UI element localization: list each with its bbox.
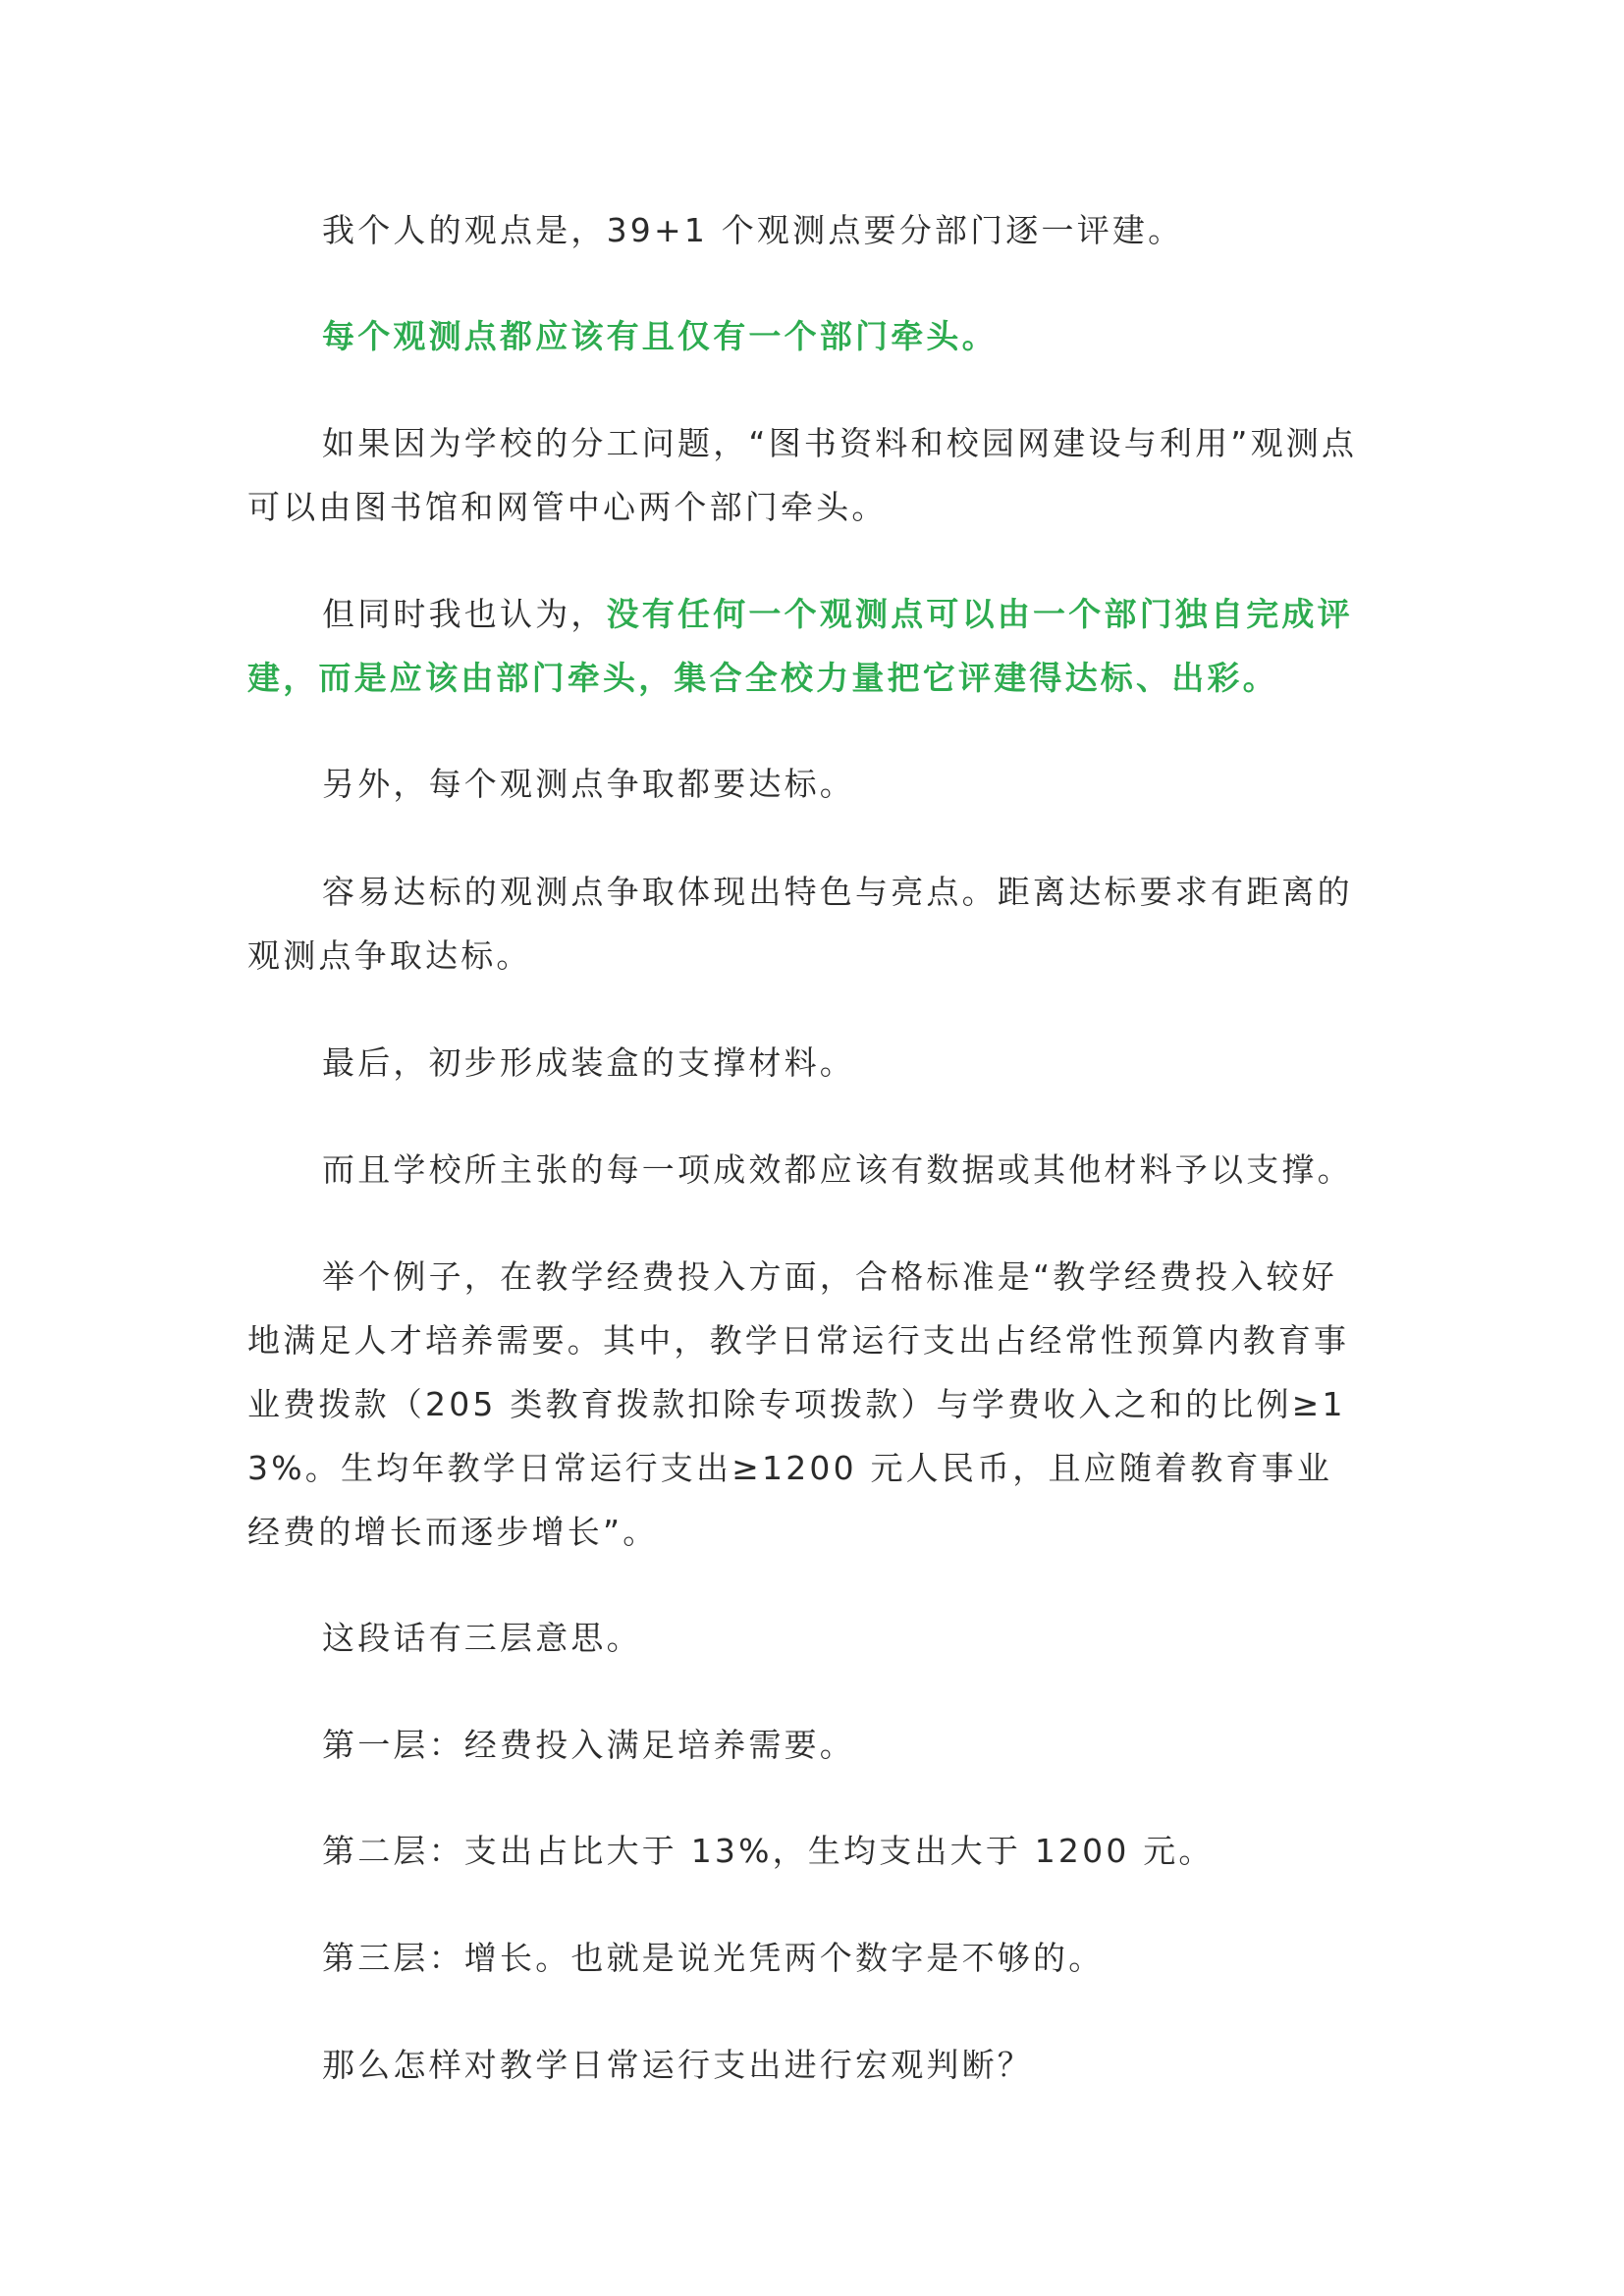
- paragraph-13: [247, 1926, 1367, 1990]
- paragraph-4: [247, 582, 1367, 710]
- paragraph-12-text: 第二层：支出占比大于 13%，生均支出大于 1200 元。: [322, 1832, 1215, 1870]
- paragraph-7-text: 最后，初步形成装盒的支撑材料。: [322, 1043, 855, 1082]
- highlight-text: 每个观测点都应该有且仅有一个部门牵头。: [322, 317, 998, 355]
- paragraph-6-text: 容易达标的观测点争取体现出特色与亮点。距离达标要求有距离的观测点争取达标。: [247, 873, 1353, 975]
- paragraph-9: [247, 1245, 1367, 1564]
- paragraph-5-text: 另外，每个观测点争取都要达标。: [322, 765, 855, 803]
- paragraph-7: [247, 1031, 1367, 1095]
- paragraph-12: [247, 1819, 1367, 1883]
- paragraph-8-text: 而且学校所主张的每一项成效都应该有数据或其他材料予以支撑。: [322, 1150, 1353, 1189]
- paragraph-10: [247, 1606, 1367, 1670]
- paragraph-6: [247, 860, 1367, 988]
- paragraph-9-text: 举个例子，在教学经费投入方面，合格标准是“教学经费投入较好地满足人才培养需要。其中，教学日常运行支出占经常性预算内教育事业费拨款（205 类教育拨款扣除专项拨款）与学费收入之和的比例≥13%。生均年教学日常运行支出≥1200 元人民币，且应随着教育事业经费的增长而逐步增长”。: [247, 1257, 1350, 1551]
- paragraph-8: [247, 1138, 1367, 1201]
- paragraph-1: [247, 198, 1367, 262]
- paragraph-14-text: 那么怎样对教学日常运行支出进行宏观判断？: [322, 2046, 1033, 2084]
- paragraph-3: [247, 411, 1367, 539]
- paragraph-11-text: 第一层：经费投入满足培养需要。: [322, 1726, 855, 1764]
- paragraph-10-text: 这段话有三层意思。: [322, 1619, 642, 1657]
- highlight-text: 没有任何一个观测点可以由一个部门独自完成评建，而是应该由部门牵头，集合全校力量把它评建得达标、出彩。: [247, 595, 1353, 697]
- paragraph-1-text: 我个人的观点是，39+1 个观测点要分部门逐一评建。: [322, 211, 1184, 249]
- paragraph-13-text: 第三层：增长。也就是说光凭两个数字是不够的。: [322, 1939, 1105, 1977]
- paragraph-3-text: 如果因为学校的分工问题，“图书资料和校园网建设与利用”观测点可以由图书馆和网管中心两个部门牵头。: [247, 424, 1358, 526]
- paragraph-11: [247, 1713, 1367, 1777]
- paragraph-4-text: 但同时我也认为，: [322, 595, 607, 633]
- paragraph-2-highlight: [247, 304, 1367, 368]
- paragraph-5: [247, 752, 1367, 816]
- paragraph-14: [247, 2033, 1367, 2097]
